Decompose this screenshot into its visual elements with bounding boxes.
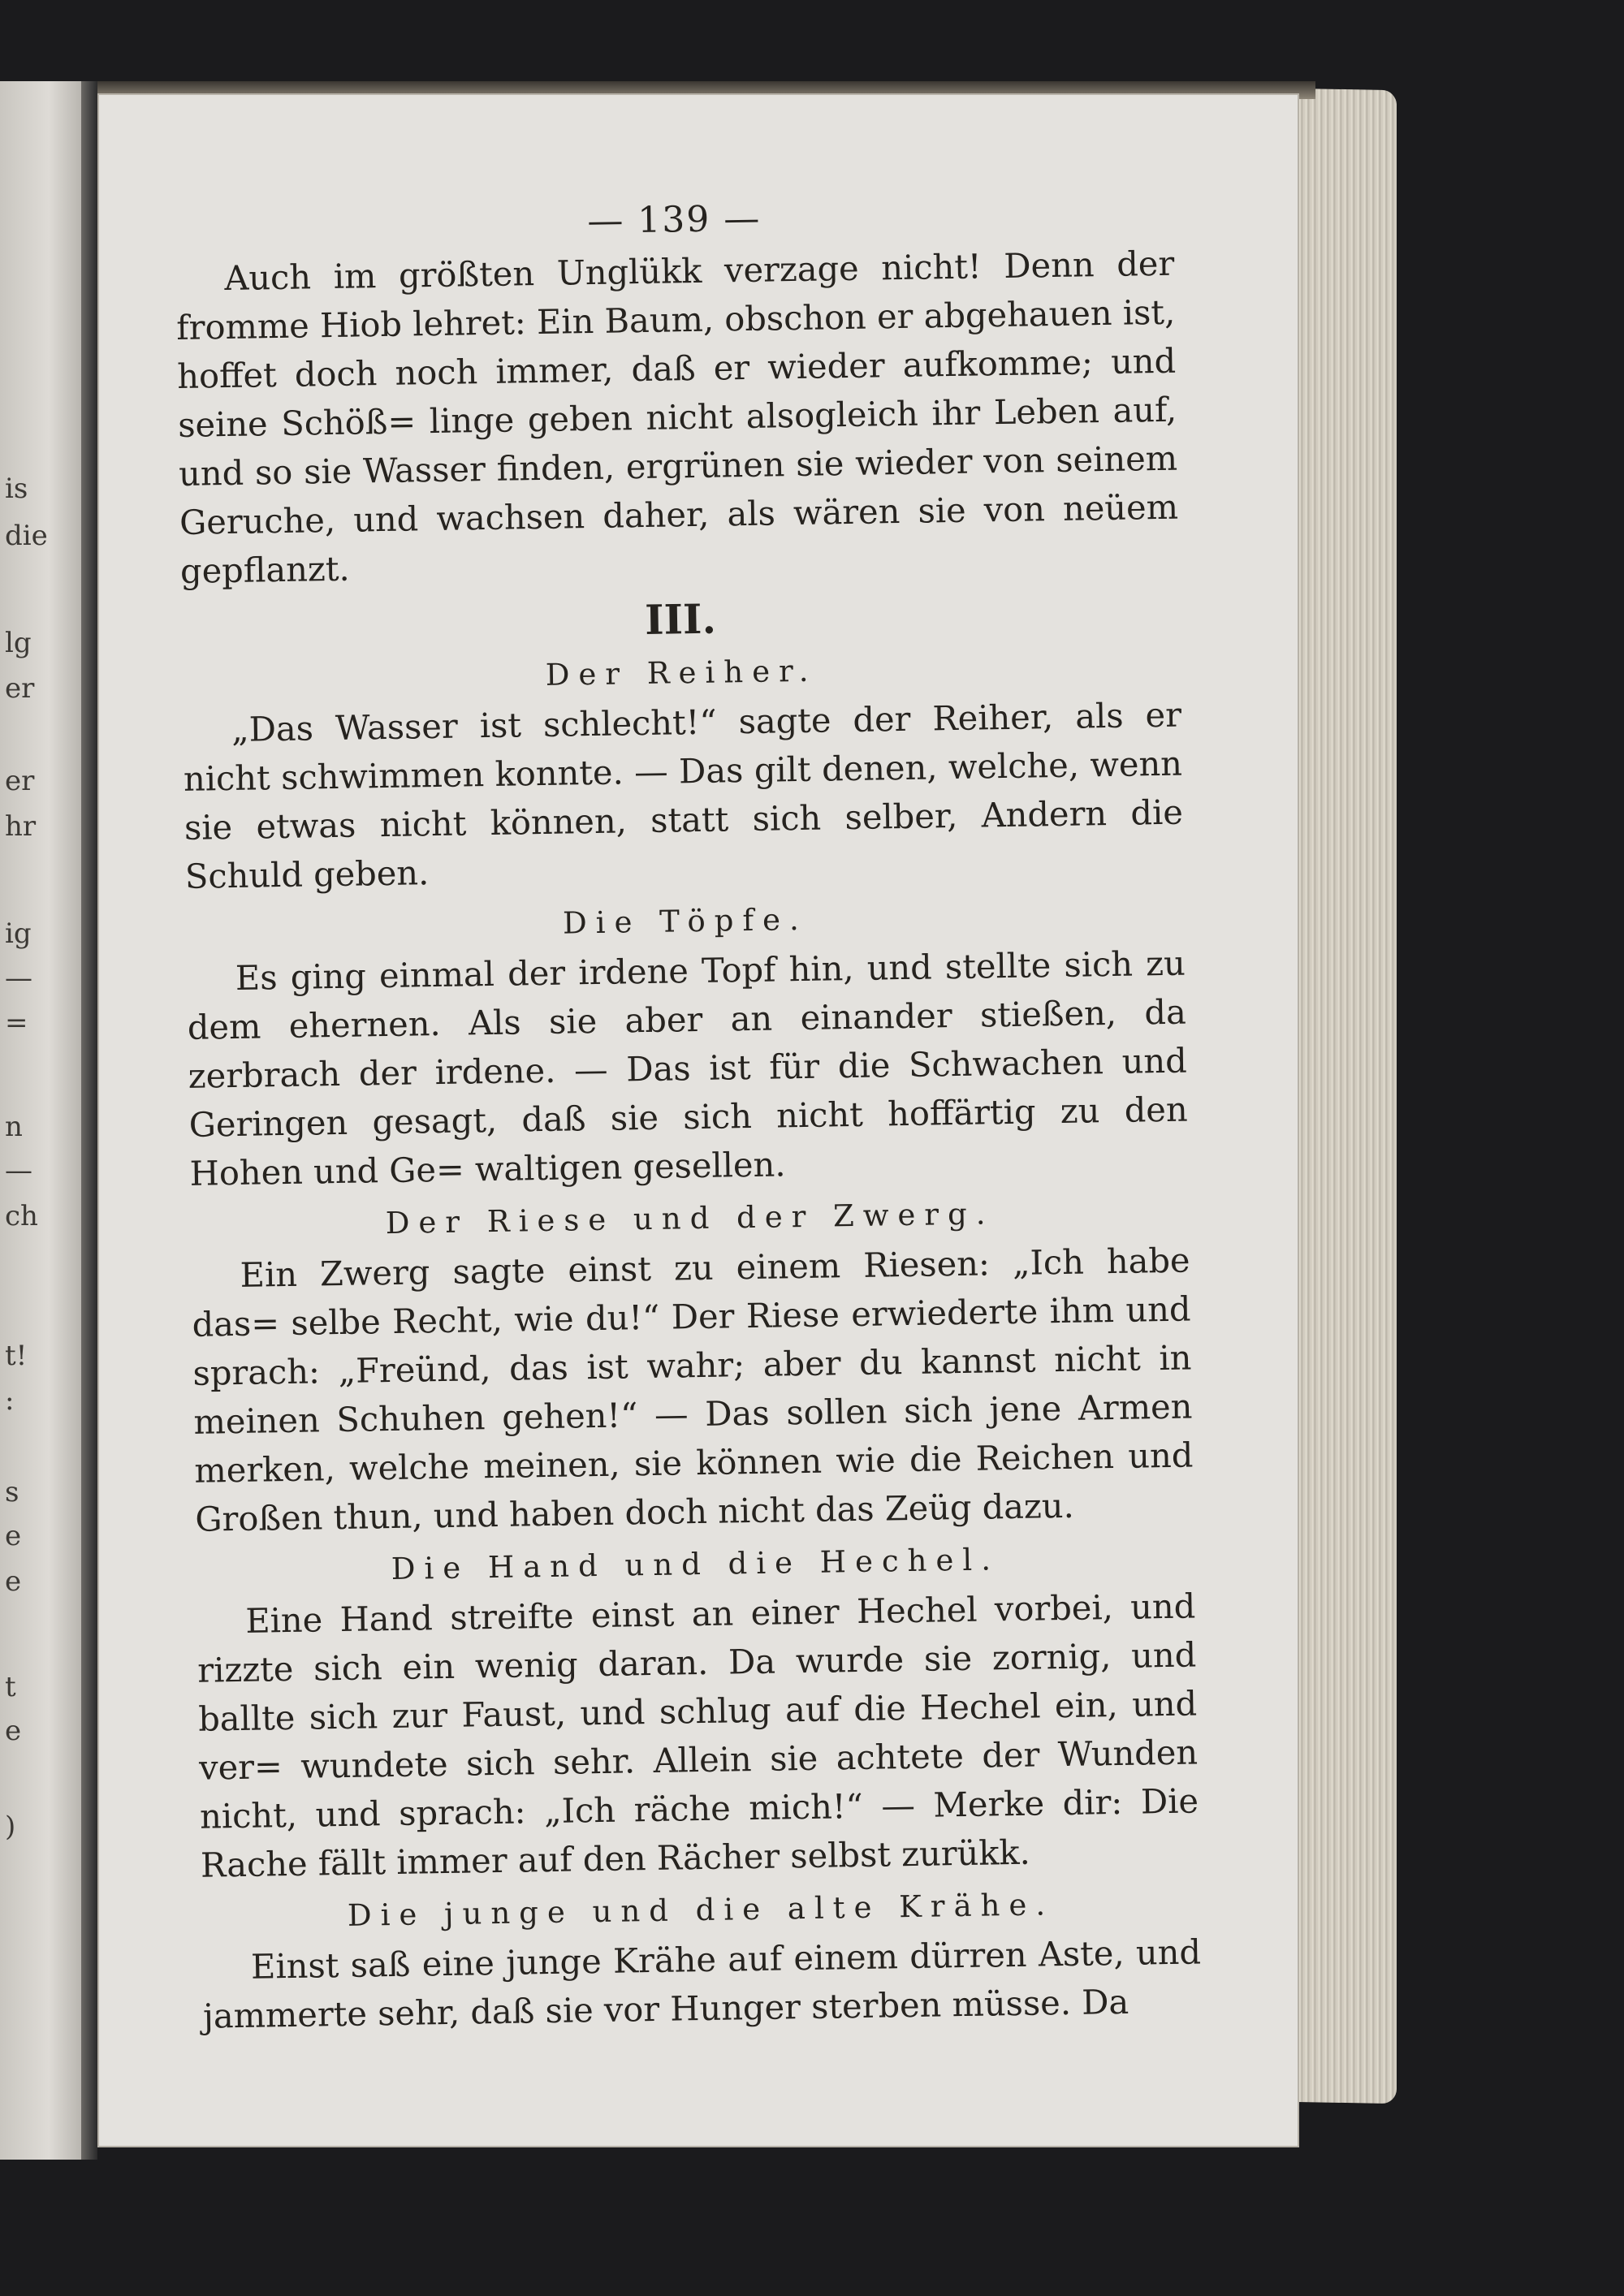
intro-paragraph: Auch im größten Unglükk verzage nicht! Denn der fromme Hiob lehret: Ein Baum, obschon er abgehauen ist, hoffet doch noch immer, daß er wieder aufkomme; und seine Schöß= linge geben nicht alsogleich ihr Leben auf, und so sie Wasser finden, ergrünen sie wieder von seinem Geruche, und wachsen daher, als wären sie von neüem gepflanzt.: [175, 243, 1179, 591]
left-page-fragment: e: [5, 1520, 22, 1552]
page-text: [175, 192, 1202, 2041]
left-page-fragment: e: [5, 1565, 22, 1598]
book-gutter: [81, 81, 97, 2160]
left-page-fragment: er: [5, 672, 35, 705]
fable-title: Der Reiher.: [545, 653, 818, 693]
left-page-fragment: lg: [5, 627, 32, 659]
left-page-fragment: s: [5, 1476, 19, 1508]
page-edges: [1291, 88, 1397, 2104]
fable-title: Die Hand und die Hechel.: [391, 1542, 1000, 1587]
left-page-fragment: t!: [5, 1340, 28, 1372]
left-page-edge: [0, 81, 81, 2160]
left-page-fragment: ig: [5, 917, 32, 950]
fable-text: Ein Zwerg sagte einst zu einem Riesen: „Ich habe das= selbe Recht, wie du!“ Der Riese erwiederte ihm und sprach: „Freünd, das ist wahr; aber du kannst nicht in meinen Schuhen gehen!“ — Das sollen sich jene Armen merken, welche meinen, sie können wie die Reichen und Großen thun, und haben doch nicht das Zeüg dazu.: [192, 1240, 1194, 1539]
fable-title: Die junge und die alte Krähe.: [347, 1887, 1055, 1933]
left-page-fragment: hr: [5, 810, 37, 843]
fable-text: „Das Wasser ist schlecht!“ sagte der Reiher, als er nicht schwimmen konnte. — Das gilt denen, welche, wenn sie etwas nicht können, statt sich selber, Andern die Schuld geben.: [183, 694, 1184, 896]
left-page-fragment: e: [5, 1715, 22, 1747]
left-page-fragment: n: [5, 1111, 23, 1143]
fable-text: Es ging einmal der irdene Topf hin, und stellte sich zu dem ehernen. Als sie aber an einander stießen, da zerbrach der irdene. — Das ist für die Schwachen und Geringen gesagt, daß sie sich nicht hoffärtig zu den Hohen und Ge= waltigen gesellen.: [187, 943, 1188, 1193]
left-page-fragment: :: [5, 1384, 15, 1417]
left-page-fragment: die: [5, 520, 48, 552]
left-page-fragment: —: [5, 1154, 32, 1187]
left-page-fragment: =: [5, 1007, 28, 1039]
left-page-fragment: ): [5, 1810, 16, 1843]
left-page-fragment: —: [5, 962, 32, 995]
left-page-fragment: t: [5, 1671, 16, 1703]
fable-text: Eine Hand streifte einst an einer Hechel vorbei, und rizzte sich ein wenig daran. Da wurde sie zornig, und ballte sich zur Faust, und schlug auf die Hechel ein, und ver= wundete sich sehr. Allein sie achtete der Wunden nicht, und sprach: „Ich räche mich!“ — Merke dir: Die Rache fällt immer auf den Rächer selbst zurükk.: [197, 1586, 1199, 1885]
fable-text: Einst saß eine junge Krähe auf einem dürren Aste, und jammerte sehr, daß sie vor Hunger sterben müsse. Da: [202, 1931, 1202, 2036]
page-number: — 139 —: [586, 197, 762, 243]
left-page-fragment: er: [5, 765, 35, 797]
section-number: III.: [644, 594, 717, 644]
left-page-fragment: is: [5, 473, 28, 505]
left-page-fragment: ch: [5, 1200, 38, 1232]
fable-title: Die Töpfe.: [562, 901, 809, 941]
fable-title: Der Riese und der Zwerg.: [385, 1196, 995, 1241]
